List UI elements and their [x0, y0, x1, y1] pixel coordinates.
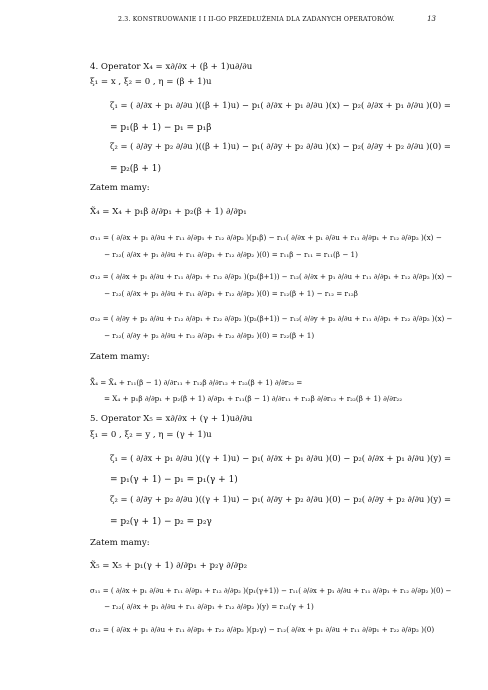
item-5-first-prolongation: X̃₅ = X₅ + p₁(γ + 1) ∂/∂p₁ + p₂γ ∂/∂p₂ — [90, 561, 248, 571]
zatem-mamy-1: Zatem mamy: — [90, 183, 150, 193]
item-4-sigma12: σ₁₂ = ( ∂/∂x + p₁ ∂/∂u + r₁₁ ∂/∂p₁ + r₁₂ ∂/∂p₂ )(p₂(β+1)) − r₁₂( ∂/∂x + p₁ ∂/∂u + r₁₁ ∂/∂p₁ + r₁₂ ∂/∂p₂ )(x) − — [90, 272, 453, 281]
item-4-second-prolongation: X̃̃₄ = X̃₄ + r₁₁(β − 1) ∂/∂r₁₁ + r₁₂β ∂/∂r₁₂ + r₂₂(β + 1) ∂/∂r₂₂ = — [90, 378, 303, 387]
item-5-zeta2: ζ₂ = ( ∂/∂y + p₂ ∂/∂u )((γ + 1)u) − p₁( ∂/∂y + p₂ ∂/∂u )(0) − p₂( ∂/∂y + p₂ ∂/∂u )(y) = — [110, 494, 452, 504]
item-5-xi-eta: ξ₁ = 0 , ξ₂ = y , η = (γ + 1)u — [90, 430, 212, 440]
item-5-zeta1-result: = p₁(γ + 1) − p₁ = p₁(γ + 1) — [110, 475, 238, 485]
running-header — [0, 14, 488, 26]
item-4-sigma22-cont: − r₂₂( ∂/∂y + p₂ ∂/∂u + r₁₂ ∂/∂p₁ + r₂₂ ∂/∂p₂ )(0) = r₂₂(β + 1) — [104, 331, 315, 340]
item-5-sigma11: σ₁₁ = ( ∂/∂x + p₁ ∂/∂u + r₁₁ ∂/∂p₁ + r₁₂ ∂/∂p₂ )(p₁(γ+1)) − r₁₁( ∂/∂x + p₁ ∂/∂u + r₁₁ ∂/∂p₁ + r₁₂ ∂/∂p₂ )(0) − — [90, 586, 452, 595]
header-title: 2.3. KONSTRUOWANIE I I II-GO PRZEDŁUŻENIA DLA ZADANYCH OPERATORÓW. — [118, 16, 395, 23]
item-4-second-prolongation-cont: = X₄ + p₁β ∂/∂p₁ + p₂(β + 1) ∂/∂p₁ + r₁₁(β − 1) ∂/∂r₁₁ + r₁₂β ∂/∂r₁₂ + r₂₂(β + 1) ∂/∂r₂₂ — [104, 394, 403, 403]
item-5-zeta1: ζ₁ = ( ∂/∂x + p₁ ∂/∂u )((γ + 1)u) − p₁( ∂/∂x + p₁ ∂/∂u )(0) − p₂( ∂/∂x + p₁ ∂/∂u )(y) = — [110, 453, 452, 463]
zatem-mamy-2: Zatem mamy: — [90, 352, 150, 362]
page-number: 13 — [427, 15, 436, 23]
item-4-heading: 4. Operator X₄ = x∂/∂x + (β + 1)u∂/∂u — [90, 62, 253, 72]
zatem-mamy-3: Zatem mamy: — [90, 538, 150, 548]
item-4-xi-eta: ξ₁ = x , ξ₂ = 0 , η = (β + 1)u — [90, 77, 212, 87]
item-4-sigma11-cont: − r₂₂( ∂/∂x + p₁ ∂/∂u + r₁₁ ∂/∂p₁ + r₁₂ ∂/∂p₂ )(0) = r₁₁β − r₁₁ = r₁₁(β − 1) — [104, 250, 358, 259]
item-5-heading: 5. Operator X₅ = x∂/∂x + (γ + 1)u∂/∂u — [90, 414, 253, 424]
item-4-sigma11: σ₁₁ = ( ∂/∂x + p₁ ∂/∂u + r₁₁ ∂/∂p₁ + r₁₂ ∂/∂p₂ )(p₁β) − r₁₁( ∂/∂x + p₁ ∂/∂u + r₁₁ ∂/∂p₁ + r₁₂ ∂/∂p₂ )(x) − — [90, 233, 442, 242]
item-4-zeta1: ζ₁ = ( ∂/∂x + p₁ ∂/∂u )((β + 1)u) − p₁( ∂/∂x + p₁ ∂/∂u )(x) − p₂( ∂/∂x + p₁ ∂/∂u )(0) = — [110, 100, 451, 110]
item-4-sigma22: σ₂₂ = ( ∂/∂y + p₂ ∂/∂u + r₁₂ ∂/∂p₁ + r₂₂ ∂/∂p₂ )(p₂(β+1)) − r₁₂( ∂/∂y + p₂ ∂/∂u + r₁₁ ∂/∂p₁ + r₂₂ ∂/∂p₂ )(x) − — [90, 314, 453, 323]
item-4-zeta1-result: = p₁(β + 1) − p₁ = p₁β — [110, 123, 212, 133]
item-5-sigma11-cont: − r₂₂( ∂/∂x + p₁ ∂/∂u + r₁₁ ∂/∂p₁ + r₁₂ ∂/∂p₂ )(y) = r₁₂(γ + 1) — [104, 602, 314, 611]
item-5-zeta2-result: = p₂(γ + 1) − p₂ = p₂γ — [110, 517, 212, 527]
item-4-zeta2: ζ₂ = ( ∂/∂y + p₂ ∂/∂u )((β + 1)u) − p₁( ∂/∂y + p₂ ∂/∂u )(x) − p₂( ∂/∂y + p₂ ∂/∂u )(0) = — [110, 141, 451, 151]
item-4-sigma12-cont: − r₂₂( ∂/∂x + p₁ ∂/∂u + r₁₁ ∂/∂p₁ + r₁₂ ∂/∂p₂ )(0) = r₁₂(β + 1) − r₁₂ = r₁₂β — [104, 289, 358, 298]
item-4-first-prolongation: X̃₄ = X₄ + p₁β ∂/∂p₁ + p₂(β + 1) ∂/∂p₁ — [90, 207, 247, 217]
item-4-zeta2-result: = p₂(β + 1) — [110, 164, 161, 174]
item-5-sigma12: σ₁₂ = ( ∂/∂x + p₁ ∂/∂u + r₁₁ ∂/∂p₁ + r₂₂ ∂/∂p₂ )(p₂γ) − r₁₂( ∂/∂x + p₁ ∂/∂u + r₁₁ ∂/∂p₁ + r₂₂ ∂/∂p₂ )(0) — [90, 625, 435, 634]
